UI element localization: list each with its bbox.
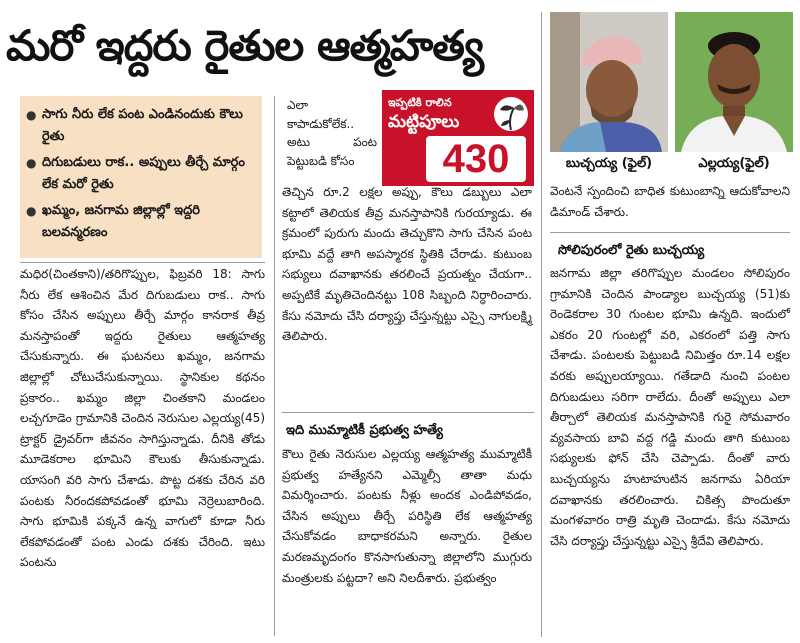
body-paragraph: తెచ్చిన రూ.2 లక్షల అప్పు, కౌలు డబ్బులు ఎలా కట్టాలో తెలియక తీవ్ర మనస్తాపానికి గురయ్యాడు. ఈ క్రమంలో పురుగు మందు తెచ్చుకొని సాగు చేసిన పంట భూమి వద్దే తాగి అపస్మారక స్థితికి చేరాడు. కుటుంబ సభ్యులు దవాఖానకు తరలించే ప్రయత్నం చేయగా.. అప్పటికే మృతిచెందినట్టు 108 సిబ్బంది నిర్ధారించారు. కేసు నమోదు చేసి దర్యాప్తు చేస్తున్నట్టు ఎస్సై నాగులక్ష్మి తెలిపారు. [282,185,532,344]
highlight-item [26,152,256,196]
article-column-3-top [550,181,790,222]
body-paragraph: ఎలా కాపాడుకోలేక.. అటు పంట పెట్టుబడి కోసం [287,98,377,168]
article-column-1 [20,264,265,573]
bullet-icon: ● [26,108,37,122]
farmer-suicide-counter-badge [382,90,534,186]
highlights-box [20,96,262,258]
photo-caption-2: ఎల్లయ్య(ఫైల్) [698,156,770,171]
article-column-2-top [287,96,377,170]
column-divider [541,12,542,637]
wilted-flower-icon [490,94,532,138]
bullet-icon: ● [26,204,37,218]
bullet-icon: ● [26,156,37,170]
portrait-2-icon [675,12,793,152]
body-paragraph: జనగామ జిల్లా తరిగొప్పుల మండలం సోలిపురం గ్రామానికి చెందిన పాండ్యాల బుచ్చయ్య (51)కు రెండెకరాల 30 గుంటల భూమి ఉన్నది. ఇందులో ఎకరం 20 గుంటల్లో వరి, ఎకరంలో పత్తి సాగు చేశాడు. పంటలకు పెట్టుబడి నిమిత్తం రూ.14 లక్షల వరకు అప్పులయ్యాయి. గతేడాది నుంచి పంటల దిగుబడులు సరిగా రాలేదు. దీంతో అప్పులు ఎలా తీర్చాలో తెలియక మనస్తాపానికి గురై సోమవారం వ్యవసాయ బావి వద్ద గడ్డి మందు తాగి కుటుంబ సభ్యులకు ఫోన్ చేసి చెప్పాడు. దీంతో వారు బుచ్చయ్యను హుటాహుటిన జనగామ ఏరియా దవాఖానకు తరలించారు. చికిత్స పొందుతూ మంగళవారం రాత్రి మృతి చెందాడు. కేసు నమోదు చేసి దర్యాప్తు చేస్తున్నట్టు ఎస్సై శ్రీదేవి తెలిపారు. [550,266,790,548]
body-paragraph: కౌలు రైతు నెరుసుల ఎల్లయ్య ఆత్మహత్య ముమ్మాటికీ ప్రభుత్వ హత్యేనని ఎమ్మెల్సీ తాతా మధు విమర్శించారు. పంటకు నీళ్లు అందక ఎండిపోవడం, చేసిన అప్పులు తీర్చే పరిస్థితి లేక ఆత్మహత్య చేసుకోవడం బాధాకరమని అన్నారు. రైతుల మరణమృదంగం కొనసాగుతున్నా జిల్లాలోని ముగ్గురు మంత్రులకు పట్టదా? అని నిలదీశారు. ప్రభుత్వం [282,447,532,585]
headline: మరో ఇద్దరు రైతుల ఆత్మహత్య [6,21,484,70]
article-column-2 [282,182,532,347]
subheading-govt-murder: ఇది ముమ్మాటికీ ప్రభుత్వ హత్యే [286,423,443,438]
portrait-1-icon [550,12,668,152]
column-divider [274,96,275,636]
highlight-item [26,104,256,148]
photo-buchaiah [550,12,668,152]
highlight-text: సాగు నీరు లేక పంట ఎండినందుకు కౌలు రైతు [42,107,243,144]
body-paragraph: వెంటనే స్పందించి బాధిత కుటుంబాన్ని ఆదుకోవాలని డిమాండ్ చేశారు. [550,184,790,219]
photo-caption-1: బుచ్చయ్య (ఫైల్) [565,156,653,171]
subheading-solipuram: సోలిపురంలో రైతు బుచ్చయ్య [558,243,705,258]
article-column-3 [550,263,790,551]
badge-label-line2: మట్టిపూలు [388,112,460,132]
body-paragraph: మధిర(చింతకాని)/తరిగొప్పుల, ఫిబ్రవరి 18: సాగు నీరు లేక ఆశించిన మేర దిగుబడులు రాక.. సాగు కోసం చేసిన అప్పులు తీర్చే మార్గం కానరాక తీవ్ర మనస్తాపంతో ఇద్దరు రైతులు ఆత్మహత్య చేసుకున్నారు. ఈ ఘటనలు ఖమ్మం, జనగామ జిల్లాల్లో చోటుచేసుకున్నాయి. స్థానికుల కథనం ప్రకారం.. ఖమ్మం జిల్లా చింతకాని మండలం లచ్చగూడెం గ్రామానికి చెందిన నెరుసుల ఎల్లయ్య(45) ట్రాక్టర్ డ్రైవర్‌గా జీవనం సాగిస్తున్నాడు. దీనికి తోడు మూడెకరాల భూమిని కౌలుకు తీసుకున్నాడు. యాసంగి వరి సాగు చేశాడు. పొట్ట దశకు చేరిన వరి పంటకు నీరందకపోవడంతో భూమి నెర్రెలుబారింది. సాగు భూమికి పక్కనే ఉన్న వాగులో కూడా నీరు లేకపోవడంతో పంట ఎండు దశకు చేరింది. ఇటు పంటను [20,267,265,570]
photo-ellaiah [675,12,793,152]
badge-label-line1: ఇప్పటికి రాలిన [388,96,452,109]
divider [282,412,534,413]
highlight-text: దిగుబడులు రాక.. అప్పులు తీర్చే మార్గం లేక మరో రైతు [42,155,245,192]
divider [550,232,790,233]
highlight-text: ఖమ్మం, జనగామ జిల్లాల్లో ఇద్దరి బలవన్మరణం [42,203,201,240]
article-column-2-bottom [282,444,532,588]
divider [20,262,265,263]
badge-count: 430 [426,136,526,182]
highlight-item [26,200,256,244]
